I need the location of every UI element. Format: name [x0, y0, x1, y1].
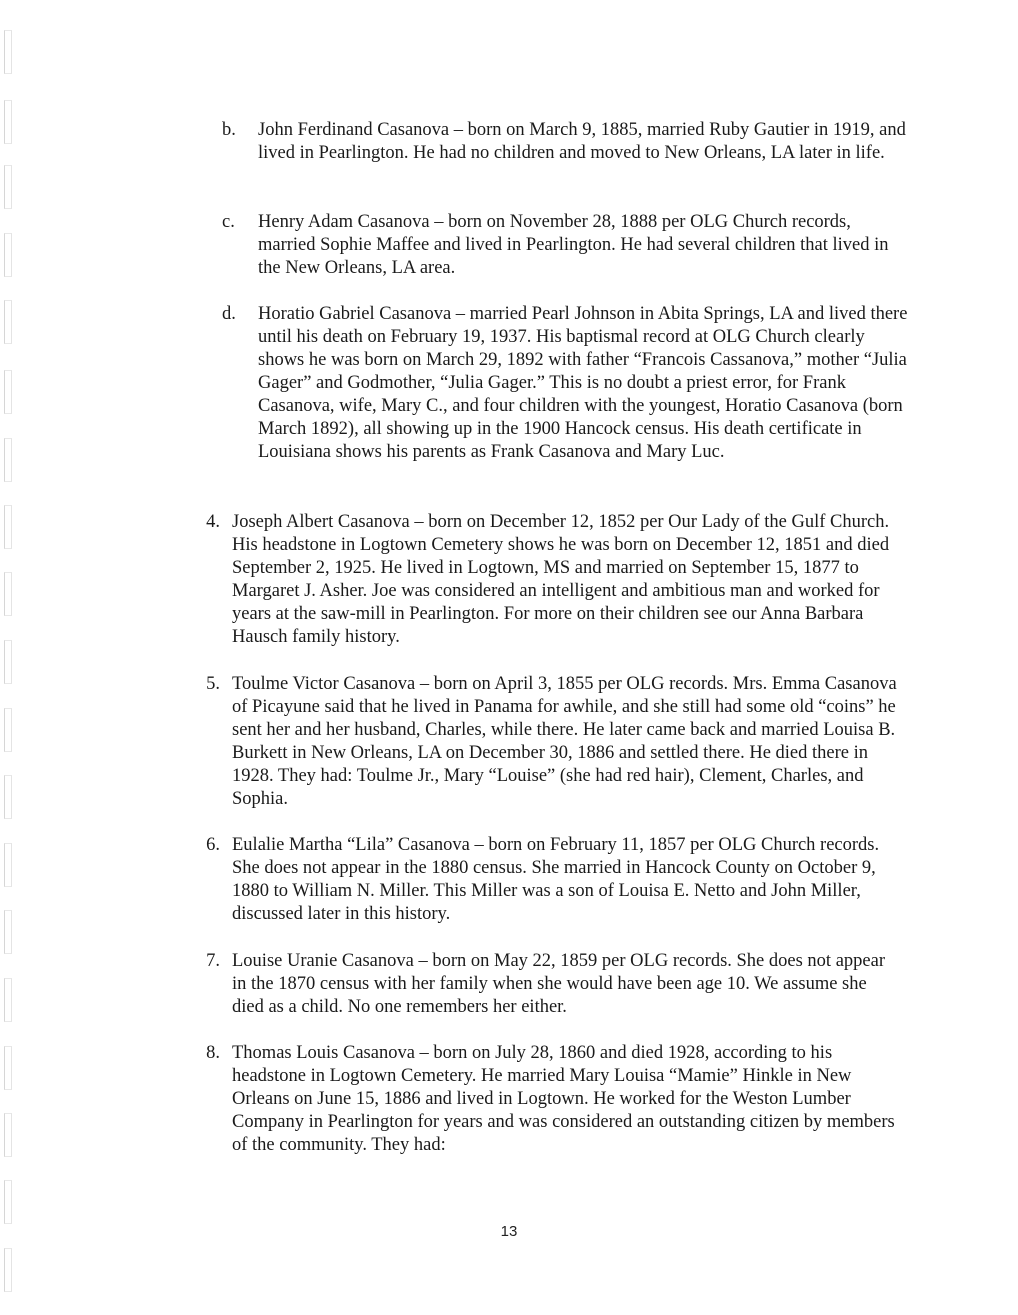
binder-mark [4, 30, 12, 74]
binder-mark [4, 572, 12, 616]
binder-mark [4, 708, 12, 752]
binder-mark [4, 438, 12, 482]
binder-mark [4, 978, 12, 1022]
binder-mark [4, 843, 12, 887]
list-marker: 6. [206, 835, 220, 855]
list-item-text: Louise Uranie Casanova – born on May 22, 1859 per OLG records. She does not appear in the 1870 census with her family when she would have been age 10. We assume she died as a child. No one remembers her either. [232, 951, 885, 1017]
binder-mark [4, 640, 12, 684]
binder-mark [4, 233, 12, 277]
binder-hole-marks [0, 0, 30, 1315]
binder-mark [4, 100, 12, 144]
list-item-text: Eulalie Martha “Lila” Casanova – born on February 11, 1857 per OLG Church records. She does not appear in the 1880 census. She married in Hancock County on October 9, 1880 to William N. Miller. This Miller was a son of Louisa E. Netto and John Miller, discussed later in this history. [232, 835, 880, 924]
list-item-text: Toulme Victor Casanova – born on April 3, 1855 per OLG records. Mrs. Emma Casanova of Picayune said that he lived in Panama for awhile, and she still had some old “coins” he sent her and her husband, Charles, while there. He later came back and married Louisa B. Burkett in New Orleans, LA on December 30, 1886 and settled there. He died there in 1928. They had: Toulme Jr., Mary “Louise” (she had red hair), Clement, Charles, and Sophia. [232, 674, 897, 809]
binder-mark [4, 1046, 12, 1090]
binder-mark [4, 1113, 12, 1157]
binder-mark [4, 910, 12, 954]
list-marker: 5. [206, 674, 220, 694]
binder-mark [4, 505, 12, 549]
list-marker: b. [222, 120, 236, 140]
binder-mark [4, 1180, 12, 1224]
list-item-text: John Ferdinand Casanova – born on March 9, 1885, married Ruby Gautier in 1919, and lived in Pearlington. He had no children and moved to New Orleans, LA later in life. [258, 120, 906, 163]
binder-mark [4, 775, 12, 819]
list-marker: 7. [206, 951, 220, 971]
list-marker: 8. [206, 1043, 220, 1063]
list-item-text: Horatio Gabriel Casanova – married Pearl Johnson in Abita Springs, LA and lived there until his death on February 19, 1937. His baptismal record at OLG Church clearly shows he was born on March 29, 1892 with father “Francois Cassanova,” mother “Julia Gager” and Godmother, “Julia Gager.” This is no doubt a priest error, for Frank Casanova, wife, Mary C., and four children with the youngest, Horatio Casanova (born March 1892), all showing up in the 1900 Hancock census. His death certificate in Louisiana shows his parents as Frank Casanova and Mary Luc. [258, 304, 908, 462]
list-item-text: Thomas Louis Casanova – born on July 28, 1860 and died 1928, according to his headstone in Logtown Cemetery. He married Mary Louisa “Mamie” Hinkle in New Orleans on June 15, 1886 and lived in Logtown. He worked for the Weston Lumber Company in Pearlington for years and was considered an outstanding citizen by members of the community. They had: [232, 1043, 895, 1155]
list-item-text: Henry Adam Casanova – born on November 28, 1888 per OLG Church records, married Sophie Maffee and lived in Pearlington. He had several children that lived in the New Orleans, LA area. [258, 212, 889, 278]
page-number: 13 [500, 1223, 518, 1240]
binder-mark [4, 300, 12, 344]
binder-mark [4, 165, 12, 209]
list-marker: 4. [206, 512, 220, 532]
list-item-text: Joseph Albert Casanova – born on December 12, 1852 per Our Lady of the Gulf Church. His headstone in Logtown Cemetery shows he was born on December 12, 1851 and died September 2, 1925. He lived in Logtown, MS and married on September 15, 1877 to Margaret J. Asher. Joe was considered an intelligent and ambitious man and worked for years at the saw-mill in Pearlington. For more on their children see our Anna Barbara Hausch family history. [232, 512, 890, 647]
list-marker: c. [222, 212, 235, 232]
list-marker: d. [222, 304, 236, 324]
binder-mark [4, 1248, 12, 1292]
binder-mark [4, 370, 12, 414]
